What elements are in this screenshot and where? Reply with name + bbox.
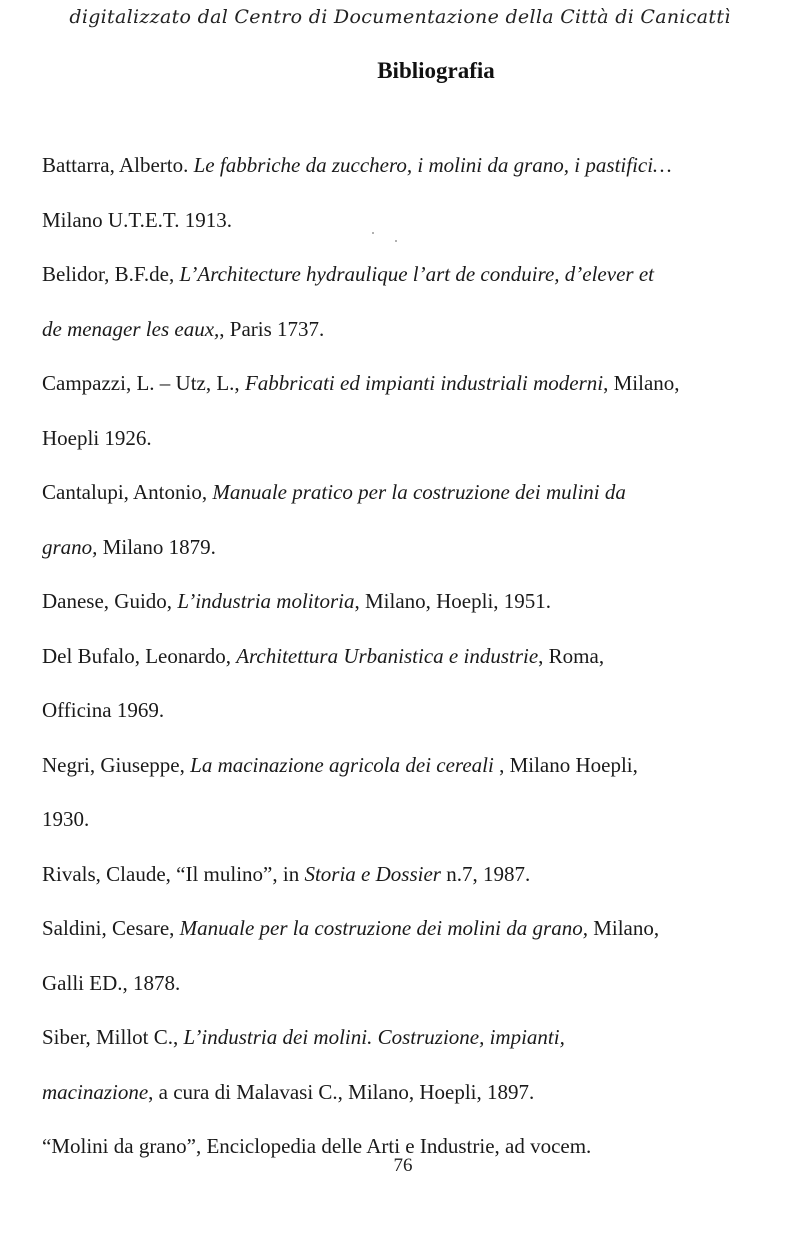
entry-publication: , Paris 1737. [219, 316, 325, 341]
entry-author: Campazzi, L. – Utz, L., [42, 371, 245, 395]
scan-speck [395, 240, 397, 242]
entry-publication: , Milano, Hoepli, 1951. [354, 589, 552, 613]
bibliography-line [42, 1065, 772, 1120]
entry-publication: , a cura di Malavasi C., Milano, Hoepli, 1897. [148, 1079, 535, 1104]
entry-author: Negri, Giuseppe, [42, 752, 191, 777]
entry-work-title: Manuale per la costruzione dei molini da grano, [179, 916, 588, 940]
bibliography-line [42, 138, 772, 193]
entry-author: Siber, Millot C., [42, 1025, 184, 1049]
page-number: 76 [393, 1155, 413, 1176]
bibliography-line [42, 738, 772, 793]
bibliography-line [42, 356, 772, 411]
entry-author: Hoepli 1926. [42, 425, 152, 450]
entry-work-title: La macinazione agricola dei cereali [190, 752, 494, 777]
bibliography-line [42, 411, 772, 466]
entry-author: Danese, Guido, [42, 589, 178, 613]
entry-work-title: Fabbricati ed impianti industriali moderni [244, 371, 604, 395]
entry-publication: , Roma, [538, 643, 605, 668]
entry-work-title: Storia e Dossier [304, 861, 441, 886]
entry-publication: , Milano Hoepli, [493, 752, 638, 777]
bibliography-line [42, 247, 772, 302]
entry-publication: Milano, [587, 916, 660, 940]
entry-author: “Molini da grano”, Enciclopedia delle Arti e Industrie, ad vocem. [42, 1134, 592, 1158]
entry-author: Del Bufalo, Leonardo, [42, 643, 237, 668]
entry-author: 1930. [42, 807, 90, 831]
bibliography-line [42, 901, 772, 956]
bibliography-line [42, 574, 772, 629]
entry-author: Milano U.T.E.T. 1913. [42, 207, 232, 232]
entry-work-title: macinazione [42, 1079, 149, 1104]
bibliography-list [42, 138, 772, 1174]
bibliography-line [42, 683, 772, 738]
bibliography-line [42, 302, 772, 357]
entry-author: Galli ED., 1878. [42, 970, 181, 995]
entry-author: Cantalupi, Antonio, [42, 480, 213, 504]
bibliography-line [42, 193, 772, 248]
bibliography-line [42, 465, 772, 520]
bibliography-line [42, 520, 772, 575]
entry-publication: , Milano, [603, 371, 680, 395]
entry-work-title: Manuale pratico per la costruzione dei mulini da [212, 480, 626, 504]
bibliography-line [42, 956, 772, 1011]
entry-publication: n.7, 1987. [440, 861, 531, 886]
entry-author: Officina 1969. [42, 698, 165, 722]
entry-work-title: L’industria dei molini. Costruzione, impianti, [183, 1025, 565, 1049]
entry-work-title: grano, [42, 534, 98, 559]
entry-work-title: L’industria molitoria [177, 589, 355, 613]
entry-work-title: Architettura Urbanistica e industrie [236, 643, 539, 668]
digitization-watermark: digitalizzato dal Centro di Documentazione della Città di Canicattì [69, 6, 731, 28]
bibliography-line [42, 1010, 772, 1065]
entry-publication: Milano 1879. [97, 534, 216, 559]
bibliography-line [42, 629, 772, 684]
entry-author: Rivals, Claude, “Il mulino”, in [42, 861, 305, 886]
entry-author: Belidor, B.F.de, [42, 262, 180, 286]
entry-author: Saldini, Cesare, [42, 916, 180, 940]
bibliography-line [42, 847, 772, 902]
entry-author: Battarra, Alberto. [42, 153, 194, 177]
entry-work-title: Le fabbriche da zucchero, i molini da grano, i pastifici… [193, 153, 672, 177]
scan-speck [372, 232, 374, 234]
entry-work-title: L’Architecture hydraulique l’art de conduire, d’elever et [179, 262, 654, 286]
page-title: Bibliografia [377, 58, 495, 83]
entry-work-title: de menager les eaux, [42, 316, 220, 341]
bibliography-line [42, 792, 772, 847]
